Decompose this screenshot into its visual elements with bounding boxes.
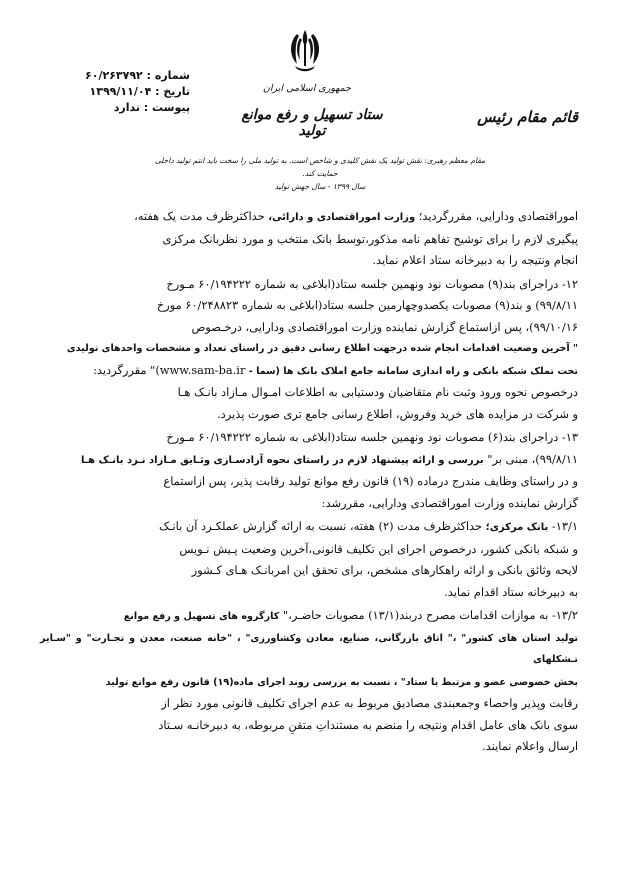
headquarters-name: ستاد تسهیل و رفع موانع تولید — [241, 107, 383, 139]
bold-text: وزارت اموراقتصادی و دارائی، — [268, 212, 416, 223]
body-line: تولید استان های کشور" ،" اتاق بازرگانی، صنایع، معادن وکشاورزی" ، "خانه صنعت، معدن و تجـارت" و "سـایر تـشکلهای — [40, 632, 578, 665]
body-line — [40, 516, 578, 539]
body-line: و شبکه بانکی کشور، درخصوص اجرای این تکلیف قانونی،آخرین وضعیت پـیش نـویس — [179, 541, 578, 556]
leader-quote-line: مقام معظم رهبری: نقش تولید یک نقش کلیدی و شاخص است. به تولید ملی را سخت باید انتم تولید داخلی حمایت کند. — [154, 156, 486, 178]
body-line: به دبیرخانه ستاد اقدام نماید. — [444, 584, 578, 599]
body-line: و در راستای وظایف مندرج درماده (۱۹) قانون رفع موانع تولید رقابت پذیر، پس ازاستماع — [163, 474, 578, 488]
text-run: ۱۳/۲- به موازات اقدامات مصرح دربند(۱۳/۱) مصوبات حاضـر،" — [279, 608, 578, 622]
body-line: ۹۹/۸/۱۱) و بند(۹) مصوبات یکصدوچهارمین جلسه ستاد(ابلاغی به شماره ۶۰/۲۴۸۸۲۳ مورخ — [156, 298, 578, 312]
body-line — [40, 671, 578, 694]
bold-text: تحت تملک شبکه بانکی و راه اندازی سامانه جامع املاک بانک ها (سما - — [245, 365, 578, 377]
body-line: گزارش نماینده وزارت اموراقتصادی ودارایی، مقررشد: — [321, 495, 578, 510]
body-line — [40, 449, 578, 472]
body-line: درخصوص نحوه ورود وثبت نام متقاضیان ودستیابی به اطلاعات امـوال مـازاد بانـک هـا — [177, 385, 578, 399]
body-line: و شرکت در مزایده های خرید وفروش، اطلاع رسانی جامع تری صورت پذیرد. — [217, 406, 578, 421]
text-run: ۹۹/۸/۱۱)، مبنی بر" — [483, 451, 578, 466]
letter-body — [40, 206, 578, 758]
bold-text: بررسی و ارائه پیشنهاد لازم در راستای نحوه آزادسـازی وثـایق مـازاد نـزد بانـک هـا — [81, 454, 484, 466]
letter-attachment: پیوست : ندارد — [113, 101, 190, 114]
text-run: امورا‌قتصادی ودارایی، مقررگردید؛ — [415, 209, 578, 223]
text-run: )" مقررگردید: — [93, 362, 160, 377]
bold-text: کارگروه های تسهیل و رفع موانع — [123, 611, 280, 622]
letter-number: شماره : ۶۰/۲۶۳۷۹۲ — [85, 69, 190, 82]
letter-date: تاریخ : ۱۳۹۹/۱۱/۰۴ — [89, 85, 190, 98]
body-line: لایحه وثائق بانکی و ارائه راهکارهای مشخص، برای تحقق این امربانـک هـای کـشور — [191, 563, 578, 577]
body-line — [40, 206, 578, 229]
iran-emblem-icon — [283, 26, 327, 74]
bold-text: بانک مرکزی؛ — [485, 522, 549, 533]
body-line: ۱۳- دراجرای بند(۶) مصوبات نود ونهمین جلسه ستاد(ابلاغی به شماره ۶۰/۱۹۴۲۲۲ مـورخ — [166, 430, 578, 444]
body-line: " آخرین وضعیت اقدامات انجام شده درجهت اطلاع رسانی دقیق در راستای تعداد و مشخصات واحدهای تولیدی — [66, 343, 578, 354]
text-run: حداکثرظرف مدت یک هفته، — [134, 209, 269, 223]
body-line: ۹۹/۱۰/۱۶)، پس ازاستماع گزارش نماینده وزارت اموراقتصادی ودارایی، درخـصوص — [191, 319, 578, 334]
body-line — [40, 360, 578, 383]
letter-metadata — [48, 68, 190, 116]
website-url: www.sam-ba.ir — [159, 362, 246, 377]
deputy-title: قائم مقام رئیس — [477, 108, 578, 126]
year-slogan: سال ۱۳۹۹ - سال جهش تولید — [274, 182, 366, 191]
body-line: رقابت وپذیر واحصاء وجمعبندی مصادیق مربوط به عدم اجرای تکلیف قانونی مورد نظر از — [161, 696, 578, 710]
body-line: سوی بانک های عامل اقدام ونتیجه را منضم به مستنداتِ متقنِ مربوطه، به دبیرخانـه سـتاد — [158, 717, 578, 732]
body-line: انجام ونتیجه را به دبیرخانه ستاد اعلام نماید. — [372, 253, 578, 267]
country-name: جمهوری اسلامی ایران — [262, 83, 352, 94]
body-line: پیگیری لازم را برای توشیح تفاهم نامه مذکور،توسط بانک منتخب و مورد نظربانک مرکزی — [162, 231, 578, 246]
text-run: حداکثرظرف مدت (۲) هفته، نسبت به ارائه گزارش عملکـرد آن بانـک — [158, 519, 486, 533]
body-line — [40, 605, 578, 628]
leader-quote — [150, 154, 490, 193]
body-line: ارسال واعلام نمایند. — [482, 739, 578, 753]
body-line: ۱۲- دراجرای بند(۹) مصوبات نود ونهمین جلسه ستاد(ابلاغی به شماره ۶۰/۱۹۴۲۲۲ مـورخ — [166, 276, 578, 291]
bold-text: بخش خصوصی عضو و مرتبط با ستاد" ، نسبت به بررسی روند اجرای ماده(۱۹) قانون رفع موانع تولید — [105, 676, 578, 688]
text-run: ۱۳/۱- — [548, 519, 578, 533]
